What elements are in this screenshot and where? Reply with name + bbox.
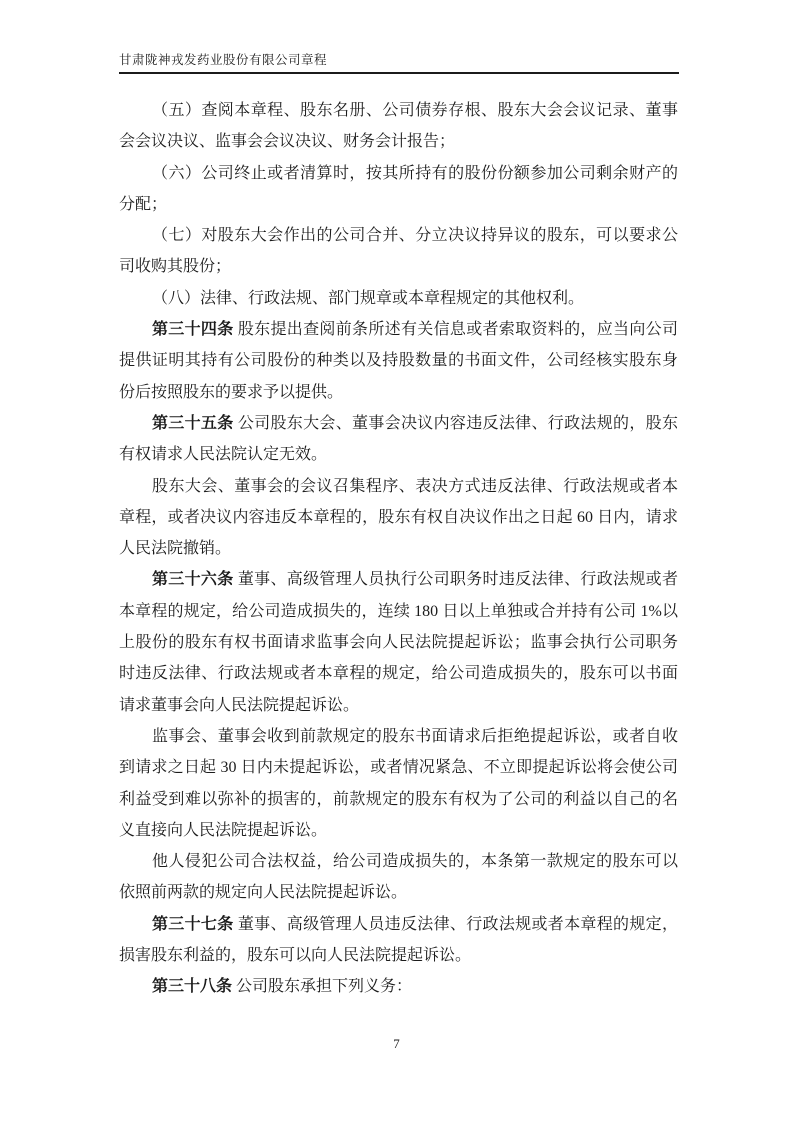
paragraph (119, 408, 678, 471)
paragraph-text: 股东大会、董事会的会议召集程序、表决方式违反法律、行政法规或者本章程，或者决议内容违反本章程的，股东有权自决议作出之日起 60 日内，请求人民法院撤销。 (119, 477, 678, 558)
page-number: 7 (393, 1036, 400, 1051)
article-number: 第三十七条 (152, 915, 234, 933)
paragraph (119, 971, 678, 1002)
paragraph-text: 公司股东大会、董事会决议内容违反法律、行政法规的，股东有权请求人民法院认定无效。 (119, 414, 678, 464)
paragraph (119, 283, 678, 314)
paragraph-text: （八）法律、行政法规、部门规章或本章程规定的其他权利。 (152, 289, 585, 307)
paragraph (119, 846, 678, 909)
paragraph-text: （五）查阅本章程、股东名册、公司债券存根、股东大会会议记录、董事会会议决议、监事会会议决议、财务会计报告； (119, 102, 678, 151)
paragraph (119, 471, 678, 565)
article-number: 第三十八条 (152, 978, 233, 996)
paragraph (119, 314, 678, 408)
paragraph-text: 公司股东承担下列义务： (232, 978, 413, 996)
article-number: 第三十六条 (152, 571, 234, 589)
page-footer (0, 1036, 793, 1052)
document-body (119, 95, 678, 1003)
paragraph-text: 监事会、董事会收到前款规定的股东书面请求后拒绝提起诉讼，或者自收到请求之日起 30 日内未提起诉讼，或者情况紧急、不立即提起诉讼将会使公司利益受到难以弥补的损害的，前款规定的股东有权为了公司的利益以自己的名义直接向人民法院提起诉讼。 (119, 727, 678, 839)
article-number: 第三十四条 (152, 321, 234, 339)
paragraph-text: 他人侵犯公司合法权益，给公司造成损失的，本条第一款规定的股东可以依照前两款的规定向人民法院提起诉讼。 (119, 853, 678, 902)
paragraph-text: 董事、高级管理人员执行公司职务时违反法律、行政法规或者本章程的规定，给公司造成损失的，连续 180 日以上单独或合并持有公司 1%以上股份的股东有权书面请求监事会向人民法院提起诉讼；监事会执行公司职务时违反法律、行政法规或者本章程的规定，给公司造成损失的，股东可以书面请求董事会向人民法院提起诉讼。 (119, 571, 678, 714)
paragraph-text: （六）公司终止或者清算时，按其所持有的股份份额参加公司剩余财产的分配； (119, 164, 678, 213)
paragraph-text: 股东提出查阅前条所述有关信息或者索取资料的，应当向公司提供证明其持有公司股份的种类以及持股数量的书面文件，公司经核实股东身份后按照股东的要求予以提供。 (119, 321, 678, 401)
paragraph-text: （七）对股东大会作出的公司合并、分立决议持异议的股东，可以要求公司收购其股份； (119, 227, 678, 276)
document-title: 甘肃陇神戎发药业股份有限公司章程 (119, 53, 328, 67)
paragraph (119, 909, 678, 972)
paragraph (119, 564, 678, 720)
paragraph (119, 95, 678, 158)
paragraph (119, 220, 678, 283)
paragraph (119, 721, 678, 846)
paragraph-text: 董事、高级管理人员违反法律、行政法规或者本章程的规定，损害股东利益的，股东可以向人民法院提起诉讼。 (119, 915, 678, 965)
paragraph (119, 158, 678, 221)
article-number: 第三十五条 (152, 414, 234, 432)
page-header (119, 50, 679, 74)
